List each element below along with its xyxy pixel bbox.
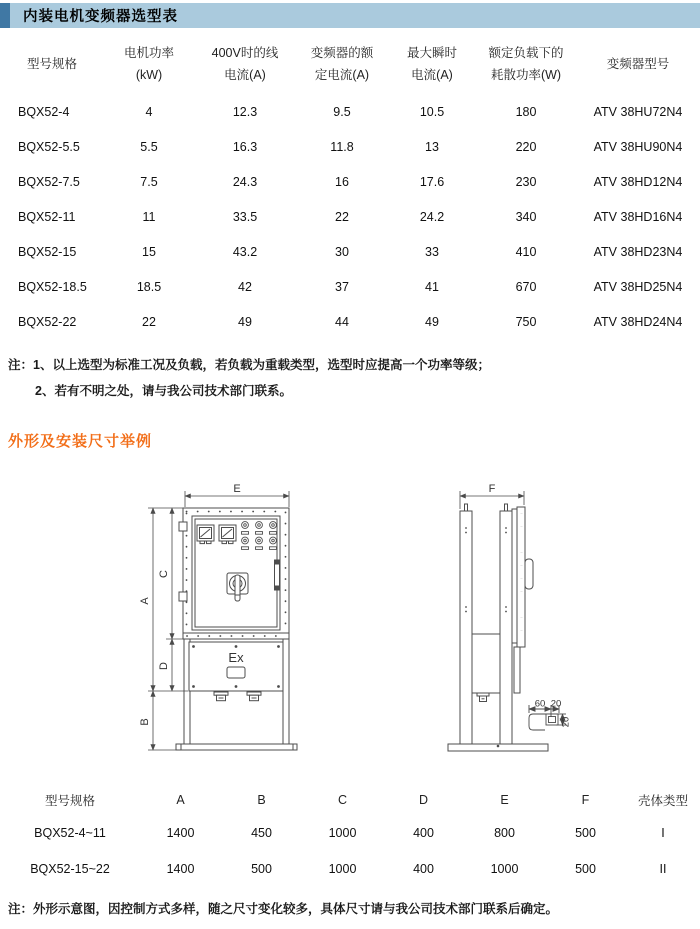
cell-rated-current: 11.8 [330, 139, 354, 154]
detail-dim-20-side: 20 [560, 716, 572, 728]
panel-meter [197, 525, 214, 544]
panel-meter [219, 525, 236, 544]
title-accent-block [0, 3, 10, 28]
col-header-c: C [337, 793, 348, 808]
side-handle [525, 559, 533, 589]
cell-dissipation: 670 [515, 279, 537, 294]
cell-max-current: 49 [425, 314, 439, 329]
table-row [0, 304, 700, 339]
cell-power: 7.5 [140, 174, 158, 189]
header-line: 额定负载下的 [488, 46, 564, 61]
header-line: 电流(A) [411, 68, 453, 82]
cell-model: BQX52-22 [18, 314, 77, 329]
table-row [0, 129, 700, 164]
cell-power: 18.5 [136, 279, 162, 294]
cell-line-current: 12.3 [232, 104, 258, 119]
col-header-dissipation [476, 43, 576, 87]
front-view [176, 508, 297, 750]
col-header-e: E [500, 793, 509, 808]
cell-model: BQX52-4~11 [34, 826, 106, 841]
dimension-table [0, 785, 700, 887]
cell-model: BQX52-4 [18, 104, 70, 119]
cell-b: 500 [251, 862, 272, 877]
cell-dissipation: 180 [515, 104, 537, 119]
cell-max-current: 33 [425, 244, 439, 259]
cell-power: 5.5 [140, 139, 158, 154]
header-line: 耗散功率(W) [490, 68, 562, 82]
cell-e: 800 [494, 826, 515, 841]
selection-notes [8, 353, 700, 404]
table-row [0, 164, 700, 199]
ex-marking: Ex [228, 650, 244, 666]
cell-dissipation: 220 [515, 139, 537, 154]
selection-table-header-row [0, 36, 700, 94]
section1-title-bar [0, 3, 700, 28]
note-line-2 [8, 379, 700, 405]
cable-gland [477, 693, 489, 702]
col-header-model: 型号规格 [44, 794, 95, 809]
cell-d: 400 [413, 862, 434, 877]
table-row [0, 199, 700, 234]
cell-inverter: ATV 38HD23N4 [593, 244, 683, 259]
table-row [0, 851, 700, 887]
cell-power: 11 [142, 209, 156, 224]
section2-title: 外形及安装尺寸举例 [8, 433, 153, 451]
table-row [0, 94, 700, 129]
cell-inverter: ATV 38HD16N4 [593, 209, 683, 224]
dim-label-a: A [139, 597, 151, 605]
col-header-b: B [257, 793, 266, 808]
cell-shell: II [659, 862, 667, 877]
cell-rated-current: 44 [335, 314, 349, 329]
detail-dim-20-top: 20 [550, 698, 562, 710]
dim-label-d: D [158, 662, 170, 671]
cell-c: 1000 [328, 826, 357, 841]
cell-power: 15 [142, 244, 156, 259]
cell-max-current: 10.5 [419, 104, 445, 119]
dimension-footnote [8, 899, 700, 917]
col-header-inverter-model [576, 54, 700, 76]
cell-d: 400 [413, 826, 434, 841]
note-text: 外形示意图，因控制方式多样，随之尺寸变化较多，具体尺寸请与我公司技术部门联系后确定。 [33, 902, 559, 917]
cell-inverter: ATV 38HD25N4 [593, 279, 683, 294]
cell-rated-current: 9.5 [333, 104, 351, 119]
cell-a: 1400 [166, 862, 195, 877]
cell-max-current: 17.6 [419, 174, 445, 189]
cell-inverter: ATV 38HD24N4 [593, 314, 683, 329]
cell-inverter: ATV 38HU90N4 [593, 139, 683, 154]
note-label: 注： [8, 358, 34, 372]
cell-inverter: ATV 38HD12N4 [593, 174, 683, 189]
dim-label-c: C [158, 570, 170, 579]
table-row [0, 234, 700, 269]
cell-line-current: 42 [238, 279, 252, 294]
outline-drawing [0, 461, 700, 761]
section1-title: 内装电机变频器选型表 [23, 9, 178, 25]
col-header-model [0, 54, 104, 76]
cell-line-current: 43.2 [232, 244, 258, 259]
col-header-f: F [581, 793, 590, 808]
cell-dissipation: 750 [515, 314, 537, 329]
cell-model: BQX52-7.5 [18, 174, 80, 189]
cell-e: 1000 [490, 862, 519, 877]
header-line: 电流(A) [224, 68, 266, 82]
col-header-max-current [388, 43, 476, 87]
cell-rated-current: 16 [335, 174, 349, 189]
dim-label-b: B [139, 718, 151, 726]
door-handle [275, 560, 280, 590]
table-row [0, 815, 700, 851]
hinge-top [179, 522, 187, 531]
catalog-page [0, 3, 700, 917]
cell-c: 1000 [328, 862, 357, 877]
note-label: 注： [8, 902, 34, 917]
header-line: 400V时的线 [211, 46, 279, 61]
dimension-table-header-row [0, 785, 700, 815]
col-header-d: D [418, 793, 429, 808]
cell-rated-current: 37 [335, 279, 349, 294]
header-line: (kW) [135, 68, 163, 82]
cell-power: 4 [145, 104, 153, 119]
cell-dissipation: 230 [515, 174, 537, 189]
selection-table [0, 36, 700, 339]
col-header-rated-current [296, 43, 388, 87]
col-header-power [104, 43, 194, 87]
note-line-1 [8, 353, 700, 379]
note-text: 1、以上选型为标准工况及负载，若负载为重载类型，选型时应提高一个功率等级； [33, 358, 490, 372]
cell-inverter: ATV 38HU72N4 [593, 104, 683, 119]
col-header-line-current [194, 43, 296, 87]
cell-line-current: 49 [238, 314, 252, 329]
cell-a: 1400 [166, 826, 195, 841]
cell-model: BQX52-18.5 [18, 279, 87, 294]
cell-dissipation: 410 [515, 244, 537, 259]
table-row [0, 269, 700, 304]
cable-gland [247, 692, 261, 701]
header-line: 定电流(A) [314, 68, 370, 82]
col-header-shell: 壳体类型 [637, 794, 688, 809]
header-line: 变频器型号 [606, 57, 670, 72]
cell-max-current: 41 [425, 279, 439, 294]
cell-f: 500 [575, 862, 596, 877]
cell-line-current: 24.3 [232, 174, 258, 189]
cell-f: 500 [575, 826, 596, 841]
dim-label-f: F [488, 483, 496, 496]
header-line: 电机功率 [123, 46, 174, 61]
cell-max-current: 13 [425, 139, 439, 154]
cell-rated-current: 30 [335, 244, 349, 259]
cell-rated-current: 22 [335, 209, 349, 224]
cell-model: BQX52-15 [18, 244, 77, 259]
cell-b: 450 [251, 826, 272, 841]
col-header-a: A [176, 793, 185, 808]
cell-dissipation: 340 [515, 209, 537, 224]
cell-model: BQX52-5.5 [18, 139, 80, 154]
header-line: 变频器的额 [310, 46, 374, 61]
header-line: 型号规格 [26, 57, 77, 72]
note-text: 2、若有不明之处，请与我公司技术部门联系。 [35, 383, 292, 398]
cell-power: 22 [142, 314, 156, 329]
cell-shell: I [661, 826, 665, 841]
cell-model: BQX52-15~22 [30, 862, 110, 877]
cell-line-current: 33.5 [232, 209, 258, 224]
cable-gland [214, 692, 228, 701]
hinge-bottom [179, 592, 187, 601]
header-line: 最大瞬时 [406, 46, 457, 61]
dim-label-e: E [233, 483, 241, 496]
cell-line-current: 16.3 [232, 139, 258, 154]
cell-model: BQX52-11 [18, 209, 76, 224]
cell-max-current: 24.2 [419, 209, 445, 224]
detail-dim-60: 60 [534, 698, 546, 710]
